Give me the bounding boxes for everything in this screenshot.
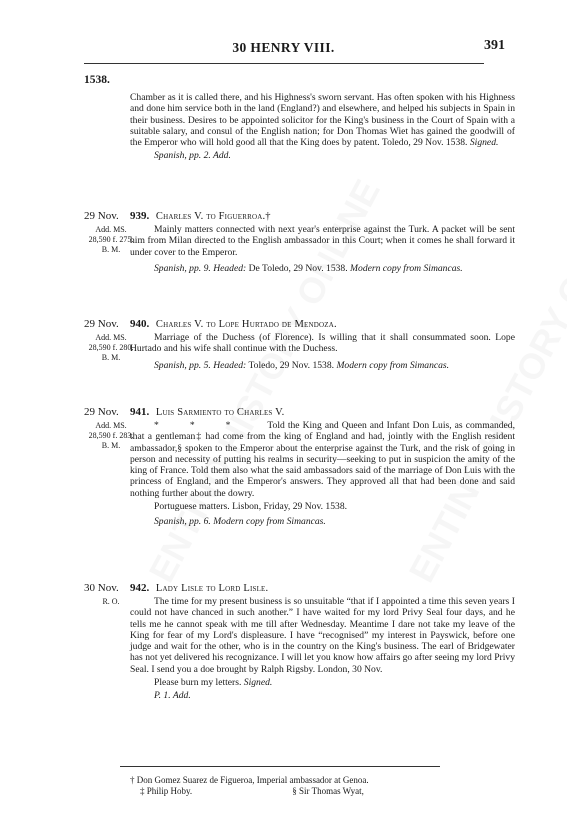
entry-source: Spanish, pp. 9. Headed: De Toledo, 29 Nov. 1538. Modern copy from Simancas. <box>154 262 463 274</box>
entry-source: P. 1. Add. <box>154 690 191 702</box>
year-margin: 1538. <box>84 74 110 86</box>
entry-source: Spanish, pp. 5. Headed: Toledo, 29 Nov. 1538. Modern copy from Simancas. <box>154 359 450 371</box>
ref-line: Add. MS. <box>95 421 127 430</box>
entry-title: Charles V. to Figuerroa.† <box>155 211 271 222</box>
entry-date: 29 Nov. <box>84 318 119 330</box>
entry-number: 942. <box>130 582 150 594</box>
entry-title: Luis Sarmiento to Charles V. <box>155 407 285 418</box>
entry-date: 30 Nov. <box>84 582 119 594</box>
continuation-text: Chamber as it is called there, and his Highness's sworn servant. Has often spoken with his Highness and done him service both in the land (England?) and elsewhere, and helped his subjects in Spain in their business. Desires to be appointed solicitor for the King's business in the Court of Spain with a suitable salary, and consul of the English nation; for Don Thomas Wiet has gained the goodwill of the Emperor who will hold good all that the King does by patent. Toledo, 29 Nov. 1538. <box>130 92 515 149</box>
entry-subline: Please burn my letters. Signed. <box>154 677 273 689</box>
footnotes <box>130 775 510 797</box>
entry-number: 939. <box>130 210 150 222</box>
continuation-source: Spanish, pp. 2. <box>154 150 211 162</box>
ref-line: B. M. <box>101 245 121 254</box>
ref-line: 28,590 f. 280. <box>88 343 134 352</box>
page-number: 391 <box>484 38 505 53</box>
entry-body: Mainly matters connected with next year's enterprise against the Turk. A packet will be sent him from Milan directed to the English ambassador in this Court; when it comes he shall forward it under cover to the Emperor. <box>130 224 515 258</box>
footnote: ‡ Philip Hoby. <box>140 786 193 796</box>
entry-title: Lady Lisle to Lord Lisle. <box>155 583 269 594</box>
entry-heading <box>130 318 515 331</box>
ref-line: B. M. <box>101 441 121 450</box>
entry-heading <box>130 406 515 419</box>
ref-line: Add. MS. <box>95 333 127 342</box>
footnote-rule <box>120 766 440 767</box>
ref-line: B. M. <box>101 353 121 362</box>
entry-body: Marriage of the Duchess (of Florence). Is willing that it shall consummated soon. Lope Hurtado and his wife shall continue with the Duchess. <box>130 332 515 355</box>
continuation-add: Add. <box>213 150 231 162</box>
entry-source: Spanish, pp. 6. Modern copy from Simancas. <box>154 516 326 528</box>
entry-number: 941. <box>130 406 150 418</box>
entry-subline: Portuguese matters. Lisbon, Friday, 29 Nov. 1538. <box>154 501 348 513</box>
entry-body: * * * Told the King and Queen and Infant Don Luis, as commanded, that a gentleman‡ had come from the king of England and had, jointly with the English resident ambassador,§ spoken to the Emperor about the enterprise against the Turk, and the risk of going in person and necessity of putting his realms in security—seeking to put in suspicion the amity of the king of France. Told them also what the said ambassadors said of the marriage of Don Luis with the princess of England, and the Emperor's answers. They approved all that had been done and said nothing further about the dowry. <box>130 420 515 499</box>
entry-heading <box>130 210 515 223</box>
entry-date: 29 Nov. <box>84 406 119 418</box>
footnote: § Sir Thomas Wyat, <box>292 786 364 796</box>
header-rule <box>84 63 484 64</box>
ref-line: Add. MS. <box>95 225 127 234</box>
ref-line: R. O. <box>102 597 120 606</box>
running-head: 30 HENRY VIII. <box>232 40 335 55</box>
entry-heading <box>130 582 515 595</box>
continuation-signed: Signed. <box>469 137 499 149</box>
ref-line: 28,590 f. 283. <box>88 431 134 440</box>
footnote: † Don Gomez Suarez de Figueroa, Imperial ambassador at Genoa. <box>130 775 369 785</box>
entry-number: 940. <box>130 318 150 330</box>
entry-date: 29 Nov. <box>84 210 119 222</box>
entry-title: Charles V. to Lope Hurtado de Mendoza. <box>155 319 337 330</box>
entry-body: The time for my present business is so unsuitable “that if I appointed a time this seven years I could not have chanced in such another.” I have waited for my lord Privy Seal four days, and he tells me he cannot speak with me till after Wednesday. Meantime I dare not take my leave of the King for fear of my Lord's displeasure. I have “recognised” my interest in Payswick, before one judge and wait for the other, who is in the country on the King's business. The earl of Bridgewater has not yet delivered his recognizance. I will let you know how affairs go after seeing my lord Privy Seal. I send you a doe brought by Ralph Rigsby. London, 30 Nov. <box>130 596 515 675</box>
ref-line: 28,590 f. 275. <box>88 235 134 244</box>
ellipsis-marks: * * * <box>154 420 245 431</box>
